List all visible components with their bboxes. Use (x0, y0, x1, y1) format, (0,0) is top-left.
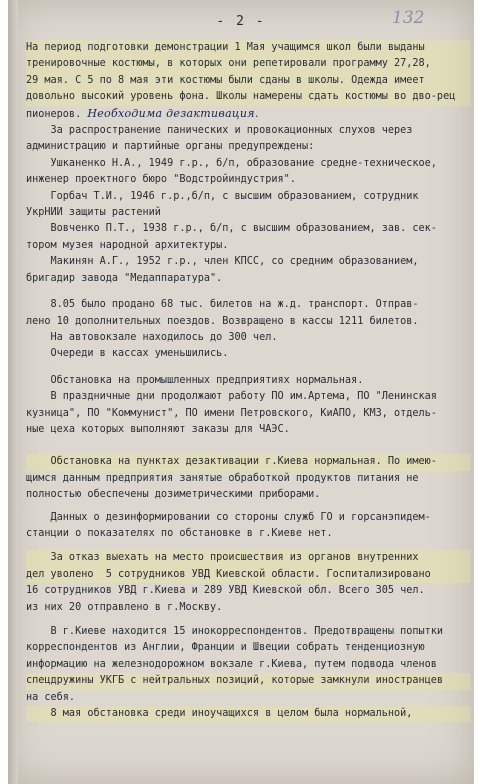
text-line: Данных о дезинформировании со стороны служб ГО и горсанэпидем- (26, 511, 431, 523)
spacer (26, 363, 470, 373)
text-line: лено 10 дополнительных поездов. Возвращено в кассы 1211 билетов. (26, 315, 419, 327)
text-line: корреспондентов из Англии, Франции и Швеции собрать тенденциозную (26, 642, 425, 654)
paragraph-civil-defense (26, 510, 470, 543)
text-line: Очереди в кассах уменьшились. (26, 348, 229, 360)
text-line: На автовокзале находилось до 300 чел. (26, 331, 278, 343)
text-line: дел уволено 5 сотрудников УВД Киевской области. Госпитализировано (26, 567, 470, 583)
spacer (26, 287, 470, 297)
spacer (26, 542, 470, 550)
paragraph-railway-tickets (26, 297, 470, 363)
paragraph-school-costumes (26, 40, 470, 123)
text-line: на себя. (26, 691, 76, 703)
text-line: полностью обеспечены дозиметрическими приборами. (26, 489, 321, 501)
text-line: За распространение панических и провокационных слухов через (26, 125, 413, 137)
text-line: тором музея народной архитектуры. (26, 239, 229, 251)
document-body (26, 40, 470, 722)
paragraph-foreign-correspondents (26, 624, 470, 706)
document-page (8, 0, 474, 784)
text-line: 16 сотрудников УВД г.Киева и 289 УВД Киевской обл. Всего 305 чел. (26, 585, 425, 597)
text-line: администрацию и партийные органы предупреждены: (26, 141, 315, 153)
text-line: спецдружины УКГБ с нейтральных позиций, которые замкнули иностранцев (26, 673, 470, 689)
text-line (26, 106, 470, 123)
text-line: УкрНИИ защиты растений (26, 207, 161, 219)
text-line: Обстановка на промышленных предприятиях нормальная. (26, 374, 364, 386)
paragraph-decontamination-points (26, 454, 470, 503)
archive-page-mark: 132 (392, 8, 425, 28)
page-edge-shadow (8, 0, 18, 784)
paragraph-industry (26, 373, 470, 439)
text-line: кузница", ПО "Коммунист", ПО имени Петровского, КиАПО, КМЗ, отдель- (26, 407, 437, 419)
text-line: 8 мая обстановка среди иноучащихся в целом была нормальной, (26, 706, 470, 722)
text-line: 8.05 было продано 68 тыс. билетов на ж.д. транспорт. Отправ- (26, 299, 419, 311)
text-line: Вовченко П.Т., 1938 г.р., б/п, с высшим образованием, зав. сек- (26, 223, 437, 235)
text-line: Макинян А.Г., 1952 г.р., член КПСС, со средним образованием, (26, 256, 419, 268)
spacer (26, 438, 470, 454)
text-line: тренировочные костюмы, в которых они репетировали программу 27,28, (26, 56, 470, 72)
text-fragment: пионеров. (26, 108, 82, 120)
spacer (26, 616, 470, 624)
text-line: ные цеха которых выполняют заказы для ЧАЭС. (26, 423, 290, 435)
text-line: В праздничные дни продолжают работу ПО им.Артема, ПО "Ленинская (26, 391, 437, 403)
paragraph-foreign-students (26, 706, 470, 722)
text-line: 29 мая. С 5 по 8 мая эти костюмы были сданы в школы. Одежда имеет (26, 73, 470, 89)
text-line: из них 20 отправлено в г.Москву. (26, 601, 223, 613)
text-line: За отказ выехать на место происшествия из органов внутренних (26, 550, 470, 566)
text-line: инженер проектного бюро "Водстройиндустрия". (26, 174, 296, 186)
paragraph-rumors-warnings (26, 123, 470, 287)
text-line: На период подготовки демонстрации 1 Мая учащимся школ были выданы (26, 40, 470, 56)
handwritten-note: Необходима дезактивация. (87, 106, 259, 120)
text-line: щимся данным предприятия занятые обработкой продуктов питания не (26, 472, 419, 484)
text-line: Горбач Т.И., 1946 г.р.,б/п, с высшим образованием, сотрудник (26, 190, 419, 202)
text-line: довольно высокий уровень фона. Школы намерены сдать костюмы во дво-рец (26, 89, 470, 105)
text-line: информацию на железнодорожном вокзале г.Киева, путем подвода членов (26, 658, 437, 670)
text-line: бригадир завода "Медаппаратура". (26, 272, 223, 284)
text-line: Ушканенко Н.А., 1949 г.р., б/п, образование средне-техническое, (26, 157, 437, 169)
text-line: станции о показателях по обстановке в г.Киеве нет. (26, 527, 333, 539)
text-line: В г.Киеве находится 15 инокорреспондентов. Предотвращены попытки (26, 626, 444, 637)
text-line: Обстановка на пунктах дезактивации г.Киева нормальная. По имею- (26, 454, 470, 470)
paragraph-police-dismissals (26, 550, 470, 616)
page-number: - 2 - (216, 14, 266, 29)
